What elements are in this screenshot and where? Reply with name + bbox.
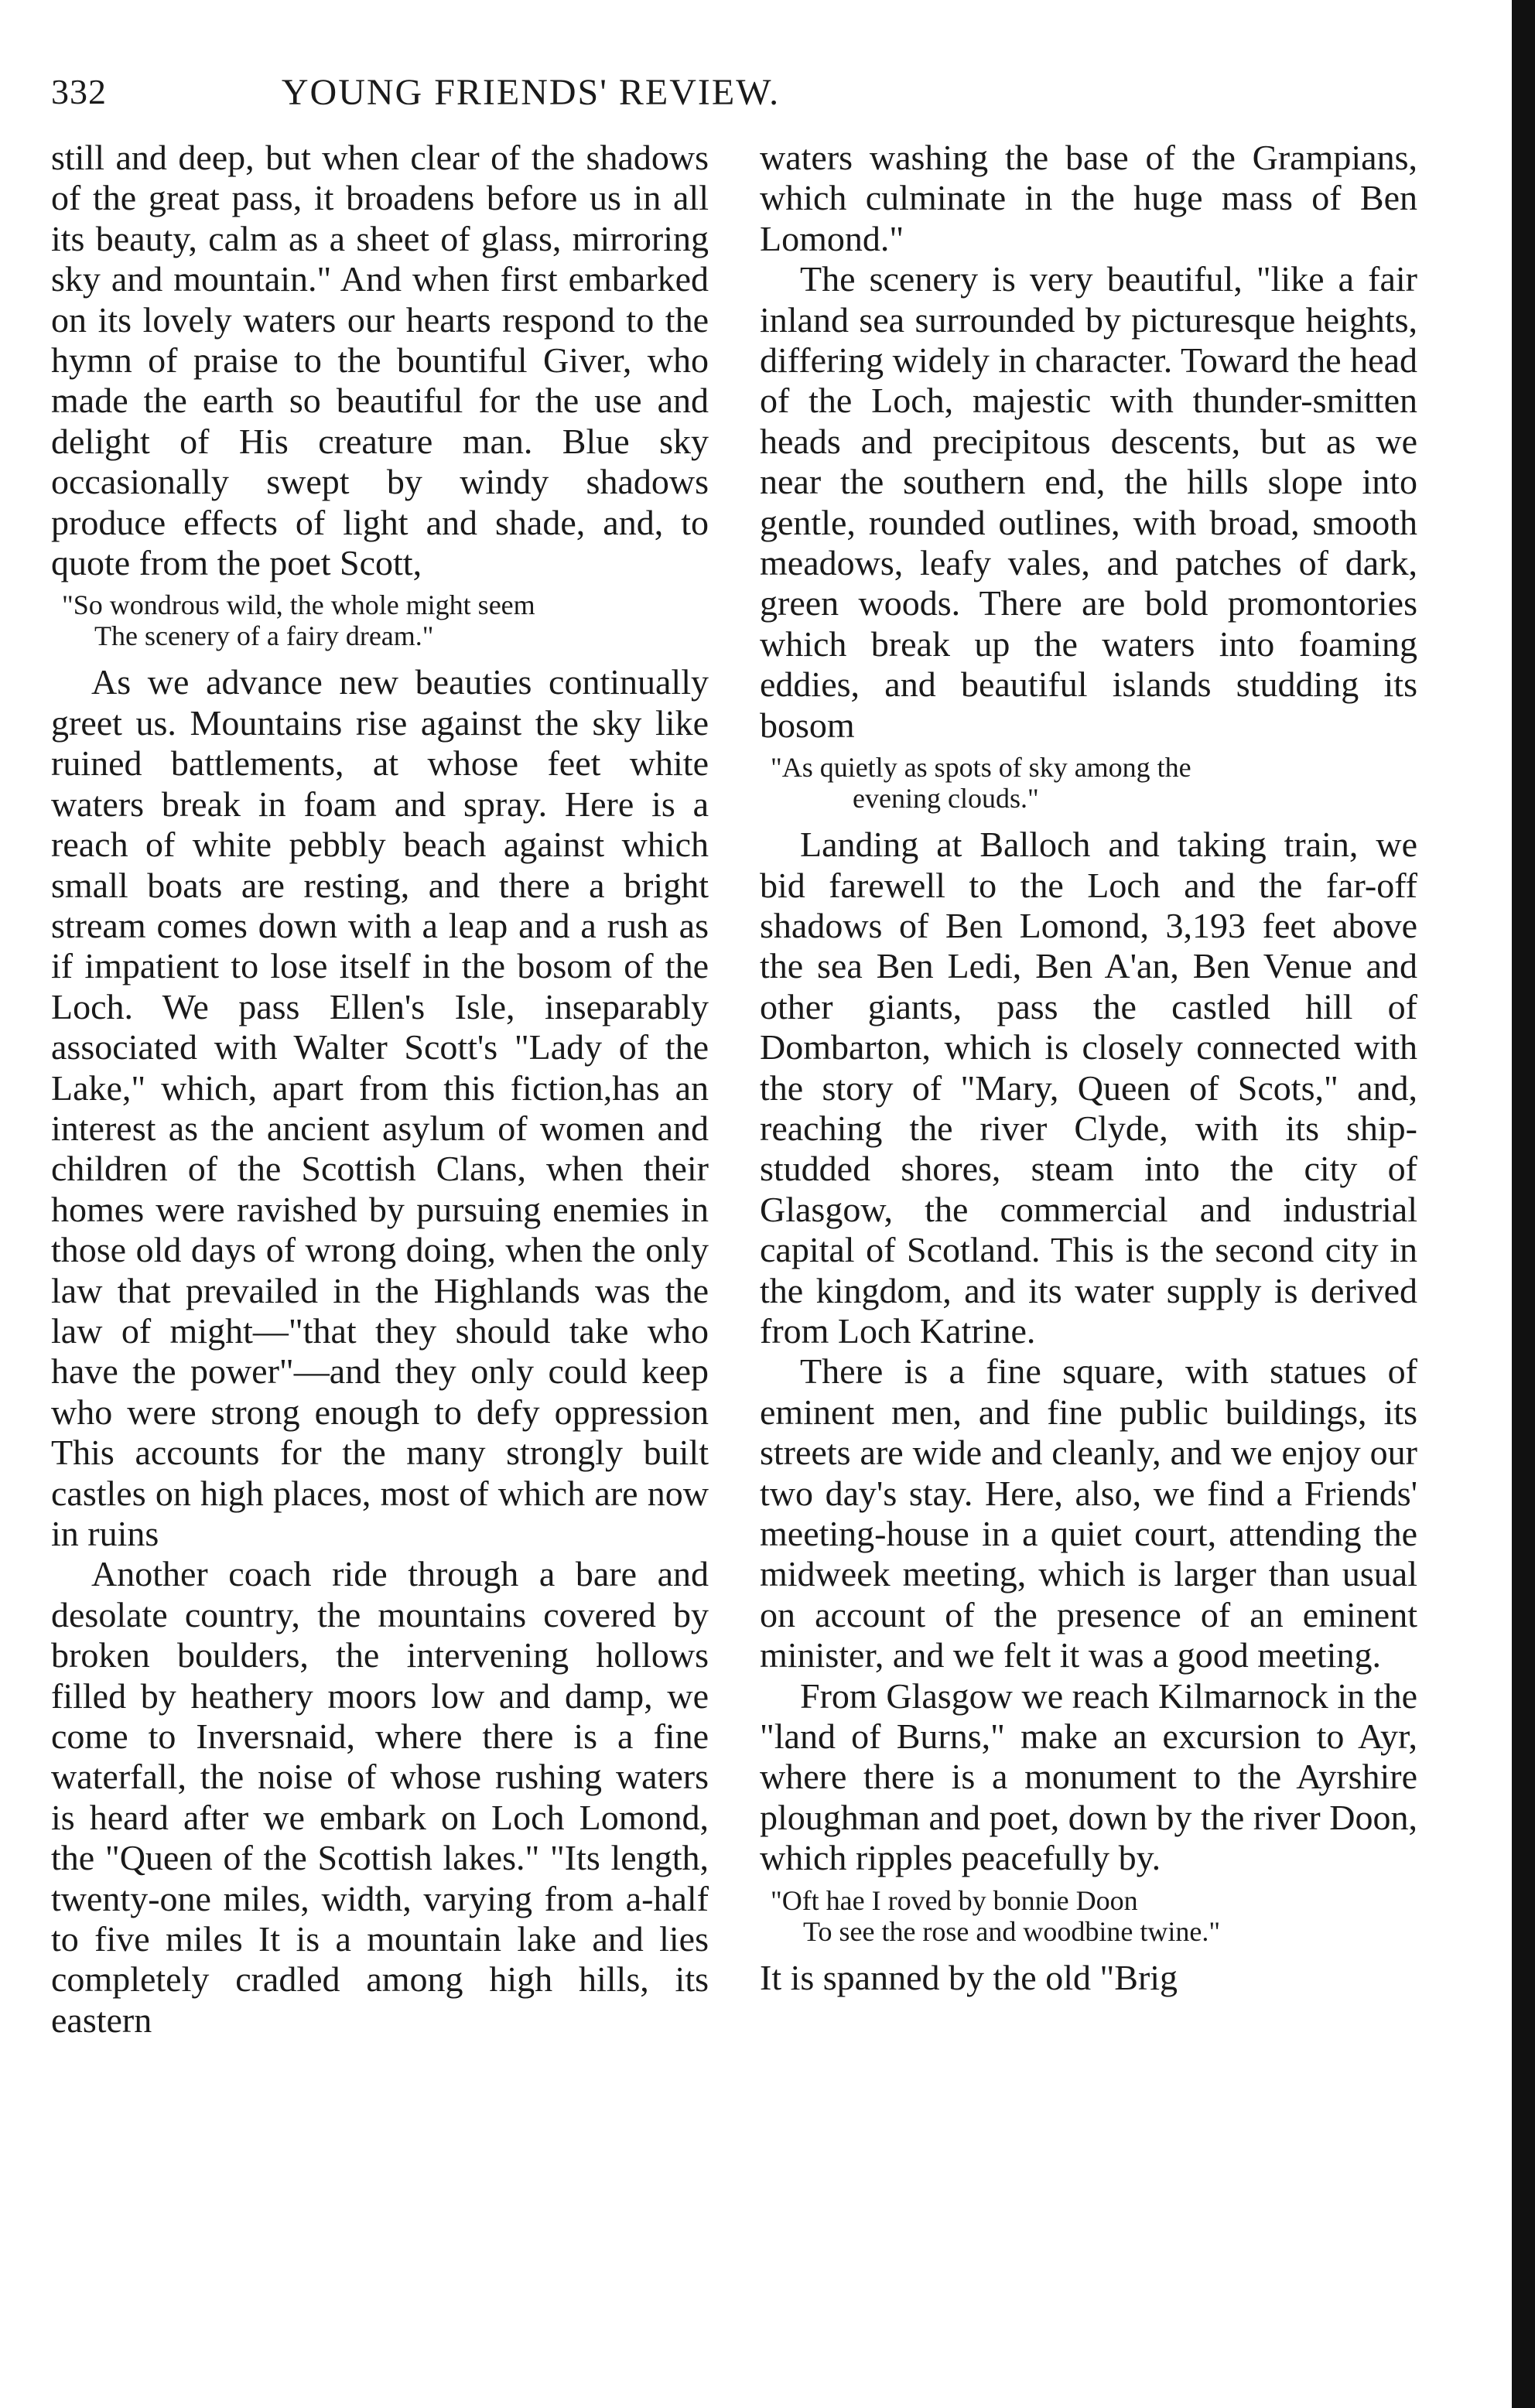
verse-line: "Oft hae I roved by bonnie Doon bbox=[771, 1884, 1138, 1916]
paragraph: Landing at Balloch and taking train, we bid farewell to the Loch and the far-off shadows of Ben Lomond, 3,193 feet above the sea Ben Ledi, Ben A'an, Ben Venue and other giants, pass the castled hill of Dombarton, which is closely connected with the story of "Mary, Queen of Scots," and, reaching the river Clyde, with its ship-studded shores, steam into the city of Glasgow, the commercial and industrial capital of Scotland. This is the second city in the kingdom, and its water supply is derived from Loch Katrine. bbox=[760, 825, 1417, 1351]
verse-line: The scenery of a fairy dream." bbox=[94, 620, 434, 652]
verse-quote bbox=[760, 752, 1417, 814]
paragraph: still and deep, but when clear of the shadows of the great pass, it broadens before us in all its beauty, calm as a sheet of glass, mirroring sky and mountain." And when first embarked on its lovely waters our hearts respond to the hymn of praise to the bountiful Giver, who made the earth so beautiful for the use and delight of His creature man. Blue sky occasionally swept by windy shadows produce effects of light and shade, and, to quote from the poet Scott, bbox=[51, 138, 709, 583]
paragraph: The scenery is very beautiful, "like a fair inland sea surrounded by picturesque heights, differing widely in character. Toward the head of the Loch, majestic with thunder-smitten heads and precipitous descents, but as we near the southern end, the hills slope into gentle, rounded outlines, with broad, smooth meadows, leafy vales, and patches of dark, green woods. There are bold promontories which break up the waters into foaming eddies, and beautiful islands studding its bosom bbox=[760, 259, 1417, 745]
left-column bbox=[51, 138, 709, 2041]
right-column bbox=[760, 138, 1417, 1998]
paragraph: It is spanned by the old "Brig bbox=[760, 1957, 1178, 1997]
verse-line: To see the rose and woodbine twine." bbox=[803, 1915, 1221, 1947]
paragraph: Another coach ride through a bare and desolate country, the mountains covered by broken boulders, the intervening hollows filled by heathery moors low and damp, we come to Inversnaid, where there is a fine waterfall, the noise of whose rushing waters is heard after we embark on Loch Lomond, the "Queen of the Scottish lakes." "Its length, twenty-one miles, width, varying from a-half to five miles It is a mountain lake and lies completely cradled among high hills, its eastern bbox=[51, 1554, 709, 2040]
verse-line: "As quietly as spots of sky among the bbox=[771, 752, 1191, 784]
page-edge-bar bbox=[1512, 0, 1535, 2408]
running-title: YOUNG FRIENDS' REVIEW. bbox=[281, 72, 781, 113]
page-number: 332 bbox=[51, 72, 107, 111]
page-header bbox=[51, 71, 1490, 125]
verse-quote bbox=[51, 589, 709, 651]
paragraph: From Glasgow we reach Kilmarnock in the "land of Burns," make an excursion to Ayr, where there is a monument to the Ayrshire ploughman and poet, down by the river Doon, which ripples peacefully by. bbox=[760, 1675, 1417, 1878]
verse-quote bbox=[760, 1885, 1417, 1947]
paragraph: waters washing the base of the Grampians, which culminate in the huge mass of Ben Lomond." bbox=[760, 138, 1417, 258]
paragraph: There is a fine square, with statues of eminent men, and fine public buildings, its streets are wide and cleanly, and we enjoy our two day's stay. Here, also, we find a Friends' meeting-house in a quiet court, attending the midweek meeting, which is larger than usual on account of the presence of an eminent minister, and we felt it was a good meeting. bbox=[760, 1351, 1417, 1675]
verse-line: "So wondrous wild, the whole might seem bbox=[62, 589, 535, 621]
verse-line: evening clouds." bbox=[853, 783, 1039, 815]
paragraph: As we advance new beauties continually greet us. Mountains rise against the sky like ruined battlements, at whose feet white waters break in foam and spray. Here is a reach of white pebbly beach against which small boats are resting, and there a bright stream comes down with a leap and a rush as if impatient to lose itself in the bosom of the Loch. We pass Ellen's Isle, inseparably associated with Walter Scott's "Lady of the Lake," which, apart from this fiction,has an interest as the ancient asylum of women and children of the Scottish Clans, when their homes were ravished by pursuing enemies in those old days of wrong doing, when the only law that prevailed in the Highlands was the law of might—"that they should take who have the power"—and they only could keep who were strong enough to defy oppression This accounts for the many strongly built castles on high places, most of which are now in ruins bbox=[51, 662, 709, 1553]
